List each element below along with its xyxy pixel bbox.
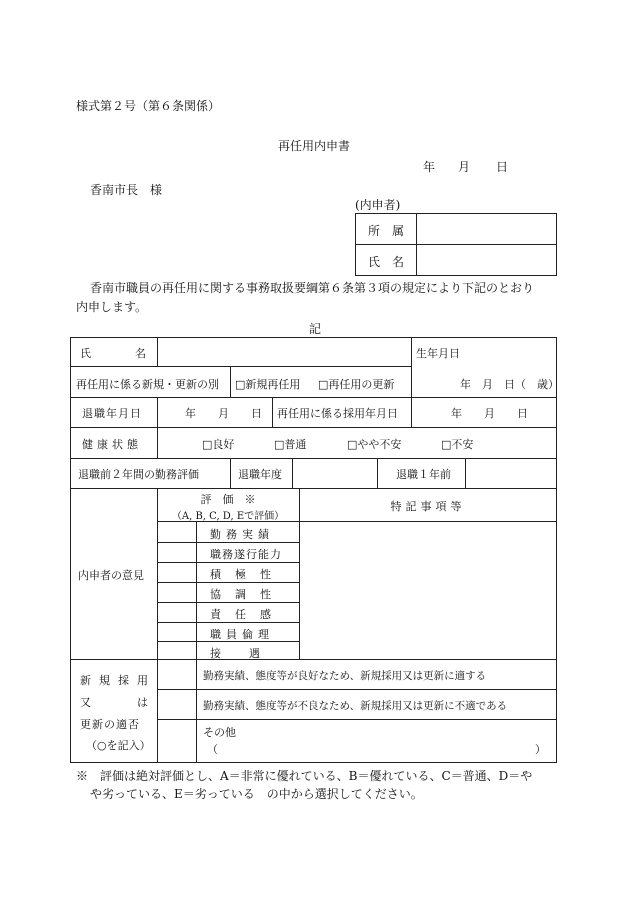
decision-ok: 勤務実績、態度等が良好なため、新規採用又は更新に適する (203, 670, 487, 682)
criterion-service: 接遇 (210, 647, 288, 660)
type-new-checkbox[interactable]: □新規再任用 (235, 378, 301, 391)
vline-hire (411, 397, 412, 427)
hline-4 (70, 458, 557, 459)
vline-retire-2 (272, 397, 273, 427)
hline-2 (70, 397, 557, 398)
hline-1 (70, 366, 411, 367)
eval-prev-label: 退職１年前 (396, 468, 451, 481)
vline-retire (157, 397, 158, 427)
document-title: 再任用内申書 (278, 139, 351, 153)
date-year: 年 (423, 160, 436, 174)
rating-hline-1 (157, 542, 299, 543)
opinion-label: 内申者の意見 (78, 569, 144, 582)
type-label: 再任用に係る新規・更新の別 (76, 378, 219, 391)
type-renew-checkbox[interactable]: □再任用の更新 (318, 378, 395, 391)
vline-eval-3 (377, 458, 378, 488)
retire-label: 退職年月日 (82, 407, 142, 420)
date-day: 日 (496, 160, 509, 174)
decision-label-3: 更新の適否 (80, 718, 140, 731)
health-good-checkbox[interactable]: □良好 (202, 438, 235, 451)
criterion-performance: 勤務実績 (210, 528, 274, 541)
decision-ng: 勤務実績、態度等が不良なため、新規採用又は更新に不適である (203, 700, 508, 712)
paren-open: （ (207, 743, 218, 756)
health-label: 健康状態 (82, 438, 142, 451)
rating-hline-4 (157, 602, 299, 603)
applicant-divider (355, 244, 557, 245)
name-label: 氏 名 (368, 255, 405, 269)
date-month: 月 (458, 160, 471, 174)
affiliation-label: 所 属 (368, 224, 405, 238)
decision-label-1: 新規採用 (80, 674, 156, 687)
birth-label: 生年月日 (416, 347, 460, 360)
rating-hline-2 (157, 562, 299, 563)
applicant-caption: (内申者) (355, 198, 401, 212)
birth-value: 年 月 日（ 歳） (460, 378, 559, 391)
criterion-cooperation: 協調性 (210, 588, 285, 601)
vline-type (230, 366, 231, 397)
hline-3 (70, 427, 557, 428)
hire-label: 再任用に係る採用年月日 (277, 407, 398, 420)
name-row-label: 氏 名 (80, 347, 146, 360)
note-line-2: や劣っている、E＝劣っている の中から選択してください。 (90, 787, 423, 801)
criterion-ethics: 職員倫理 (210, 628, 274, 641)
form-number: 様式第２号（第６条関係） (76, 99, 221, 113)
criterion-initiative: 積極性 (210, 568, 285, 581)
rating-header-1: 評 価 ※ (200, 493, 256, 506)
hline-8 (157, 689, 557, 690)
criterion-responsibility: 責任感 (210, 608, 285, 621)
health-somewhat-checkbox[interactable]: □やや不安 (347, 438, 402, 451)
rating-header-2: （A, B, C, D, Eで評価） (171, 511, 285, 522)
health-normal-checkbox[interactable]: □普通 (274, 438, 307, 451)
decision-other: その他 (203, 726, 236, 739)
vline-opinion (157, 488, 158, 763)
vline-decision (196, 659, 197, 763)
vline-eval-4 (465, 458, 466, 488)
hline-7 (70, 659, 557, 660)
decision-label-4: （○を記入） (86, 739, 151, 752)
vline-eval-2 (292, 458, 293, 488)
eval-label: 退職前２年間の勤務評価 (78, 468, 199, 481)
rating-hline-3 (157, 582, 299, 583)
vline-rating (196, 521, 197, 659)
eval-year-label: 退職年度 (238, 468, 282, 481)
intro-line-2: 内申します。 (76, 300, 148, 314)
vline-birth (411, 337, 412, 397)
addressee: 香南市長 様 (90, 183, 163, 197)
vline-eval-1 (230, 458, 231, 488)
note-line-1: ※ 評価は絶対評価とし、A＝非常に優れている、B＝優れている、C＝普通、D＝や (76, 769, 533, 783)
health-poor-checkbox[interactable]: □不安 (441, 438, 474, 451)
vline-health (157, 427, 158, 458)
notes-header: 特記事項等 (390, 500, 466, 513)
hline-9 (157, 719, 557, 720)
rating-hline-5 (157, 622, 299, 623)
intro-line-1: 香南市職員の再任用に関する事務取扱要綱第６条第３項の規定により下記のとおり (90, 281, 535, 295)
ki-label: 記 (309, 322, 322, 336)
vline-name (157, 337, 158, 367)
decision-label-2: 又 は (80, 696, 148, 709)
hire-date: 年 月 日 (451, 407, 528, 420)
hline-5 (70, 488, 557, 489)
paren-close: ） (535, 743, 546, 756)
criterion-ability: 職務遂行能力 (210, 548, 282, 561)
retire-date: 年 月 日 (185, 407, 262, 420)
applicant-col-divider (416, 213, 417, 276)
